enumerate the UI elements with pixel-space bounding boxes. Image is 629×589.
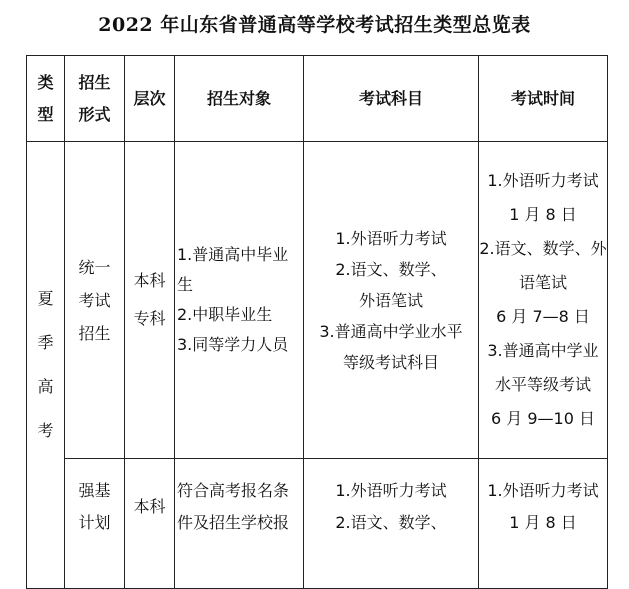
level-cell: 本科 专科	[125, 142, 175, 459]
header-form: 招生 形式	[65, 56, 125, 142]
header-target: 招生对象	[175, 56, 304, 142]
time-cell: 1.外语听力考试 1 月 8 日	[479, 459, 608, 589]
target-cell: 1.普通高中毕业 生 2.中职毕业生 3.同等学力人员	[175, 142, 304, 459]
level-cell: 本科	[125, 459, 175, 589]
exam-type-table	[26, 55, 608, 589]
subjects-cell: 1.外语听力考试 2.语文、数学、 外语笔试 3.普通高中学业水平 等级考试科目	[304, 142, 479, 459]
time-cell: 1.外语听力考试 1 月 8 日 2.语文、数学、外 语笔试 6 月 7—8 日 3.普通高中学业 水平等级考试 6 月 9—10 日	[479, 142, 608, 459]
header-row	[27, 56, 608, 142]
header-subjects: 考试科目	[304, 56, 479, 142]
page-title: 2022 年山东省普通高等学校考试招生类型总览表	[98, 14, 531, 36]
form-cell: 强基 计划	[65, 459, 125, 589]
table-row	[27, 142, 608, 459]
header-type: 类 型	[27, 56, 65, 142]
type-cell: 夏 季 高 考	[27, 142, 65, 589]
header-time: 考试时间	[479, 56, 608, 142]
form-cell: 统一 考试 招生	[65, 142, 125, 459]
table-row	[27, 459, 608, 589]
target-cell: 符合高考报名条 件及招生学校报	[175, 459, 304, 589]
header-level: 层次	[125, 56, 175, 142]
subjects-cell: 1.外语听力考试 2.语文、数学、	[304, 459, 479, 589]
